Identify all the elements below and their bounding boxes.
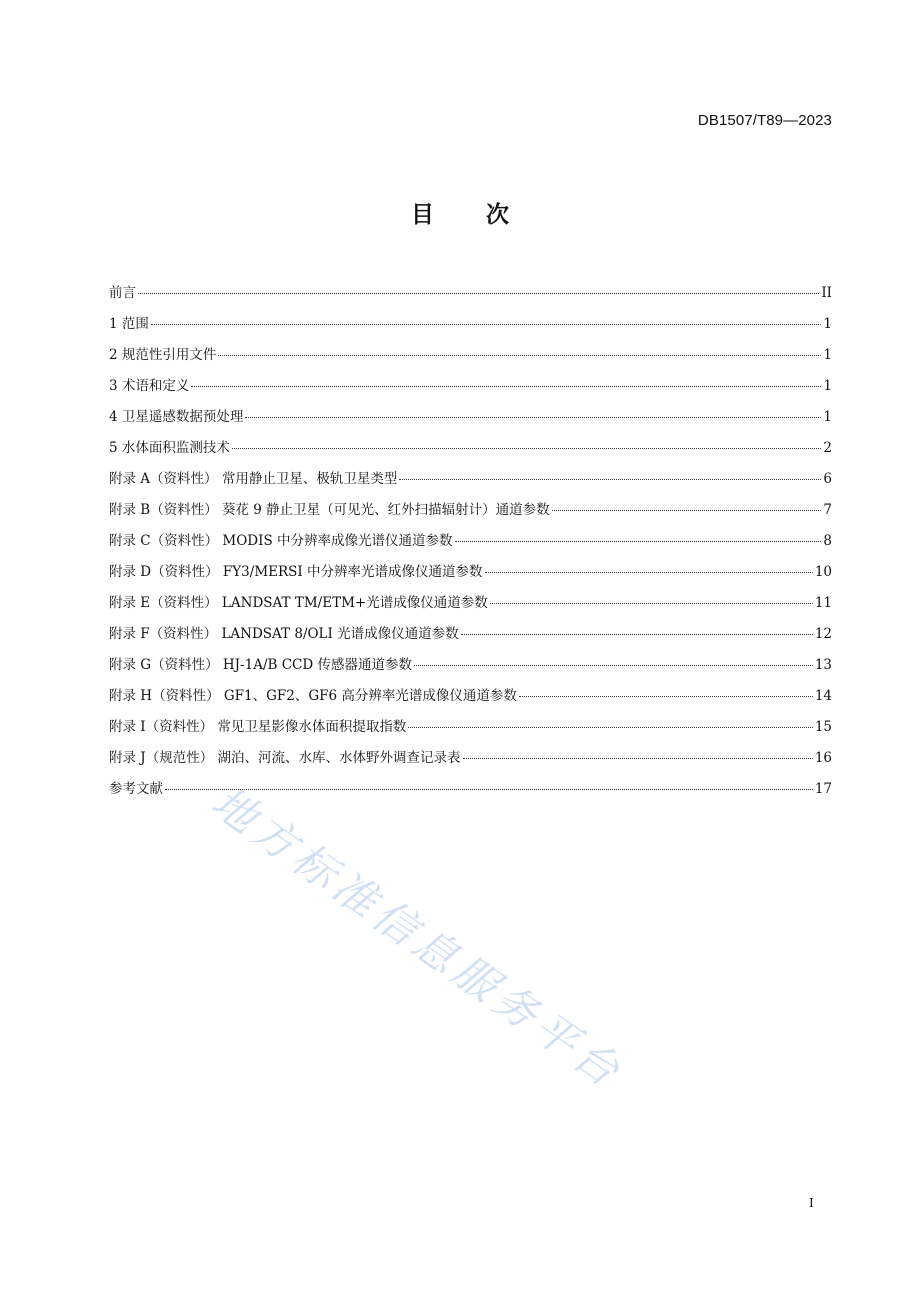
- toc-entry-label: 4 卫星遥感数据预处理: [109, 409, 244, 425]
- toc-entry-label: 参考文献: [109, 781, 163, 797]
- dot-leader: [151, 323, 822, 325]
- toc-entry-page: 1: [823, 378, 832, 394]
- toc-entry-label: 附录 C（资料性） MODIS 中分辨率成像光谱仪通道参数: [109, 533, 453, 549]
- toc-entry[interactable]: [109, 343, 832, 374]
- toc-entry[interactable]: [109, 405, 832, 436]
- dot-leader: [408, 726, 812, 728]
- document-code: DB1507/T89—2023: [697, 112, 832, 129]
- toc-entry[interactable]: [109, 281, 832, 312]
- toc-entry-label: 附录 H（资料性） GF1、GF2、GF6 高分辨率光谱成像仪通道参数: [109, 688, 517, 704]
- toc-entry[interactable]: [109, 653, 832, 684]
- toc-entry-label: 1 范围: [109, 316, 149, 332]
- dot-leader: [245, 416, 821, 418]
- toc-entry[interactable]: [109, 529, 832, 560]
- toc-entry-label: 附录 D（资料性） FY3/MERSI 中分辨率光谱成像仪通道参数: [109, 564, 483, 580]
- watermark: 地方标准信息服务平台: [202, 777, 633, 1100]
- toc-entry-page: 11: [814, 595, 832, 611]
- toc-entry-label: 附录 B（资料性） 葵花 9 静止卫星（可见光、红外扫描辐射计）通道参数: [109, 502, 550, 518]
- toc-entry-page: 1: [823, 409, 832, 425]
- toc-entry-page: 10: [814, 564, 832, 580]
- toc-entry-page: 1: [823, 347, 832, 363]
- toc-entry[interactable]: [109, 560, 832, 591]
- toc-entry-label: 附录 I（资料性） 常见卫星影像水体面积提取指数: [109, 719, 407, 735]
- toc-entry-label: 附录 J（规范性） 湖泊、河流、水库、水体野外调查记录表: [109, 750, 461, 766]
- dot-leader: [191, 385, 821, 387]
- dot-leader: [490, 602, 813, 604]
- toc-entry-label: 2 规范性引用文件: [109, 347, 217, 363]
- toc-entry[interactable]: [109, 591, 832, 622]
- toc-entry-label: 附录 F（资料性） LANDSAT 8/OLI 光谱成像仪通道参数: [109, 626, 459, 642]
- toc-entry[interactable]: [109, 374, 832, 405]
- dot-leader: [455, 540, 822, 542]
- toc-entry-page: 1: [823, 316, 832, 332]
- toc-entry[interactable]: [109, 467, 832, 498]
- dot-leader: [519, 695, 813, 697]
- toc-entry-page: 17: [814, 781, 832, 797]
- toc-entry-page: 12: [814, 626, 832, 642]
- toc-entry-page: 6: [823, 471, 832, 487]
- dot-leader: [232, 447, 822, 449]
- toc-entry-label: 附录 A（资料性） 常用静止卫星、极轨卫星类型: [109, 471, 398, 487]
- toc-entry-label: 3 术语和定义: [109, 378, 190, 394]
- dot-leader: [485, 571, 813, 573]
- toc-entry[interactable]: [109, 746, 832, 777]
- toc-entry-page: 16: [814, 750, 832, 766]
- dot-leader: [463, 757, 813, 759]
- dot-leader: [399, 478, 821, 480]
- toc-entry-label: 附录 E（资料性） LANDSAT TM/ETM+光谱成像仪通道参数: [109, 595, 488, 611]
- toc-entry-page: II: [821, 285, 832, 301]
- toc-entry-label: 5 水体面积监测技术: [109, 440, 230, 456]
- dot-leader: [414, 664, 813, 666]
- toc-entry-page: 13: [814, 657, 832, 673]
- toc-entry[interactable]: [109, 715, 832, 746]
- toc-entry[interactable]: [109, 312, 832, 343]
- dot-leader: [138, 292, 819, 294]
- toc-entry-page: 2: [823, 440, 832, 456]
- table-of-contents: [109, 281, 832, 808]
- toc-entry[interactable]: [109, 498, 832, 529]
- page-number: I: [809, 1196, 814, 1210]
- toc-entry[interactable]: [109, 684, 832, 715]
- toc-entry[interactable]: [109, 622, 832, 653]
- toc-entry-page: 7: [823, 502, 832, 518]
- toc-entry-label: 附录 G（资料性） HJ-1A/B CCD 传感器通道参数: [109, 657, 412, 673]
- dot-leader: [461, 633, 813, 635]
- page-title: 目次: [411, 202, 561, 228]
- toc-entry-label: 前言: [109, 285, 136, 301]
- toc-entry[interactable]: [109, 436, 832, 467]
- toc-entry-page: 14: [814, 688, 832, 704]
- toc-entry-page: 8: [823, 533, 832, 549]
- dot-leader: [218, 354, 821, 356]
- dot-leader: [552, 509, 822, 511]
- toc-entry-page: 15: [814, 719, 832, 735]
